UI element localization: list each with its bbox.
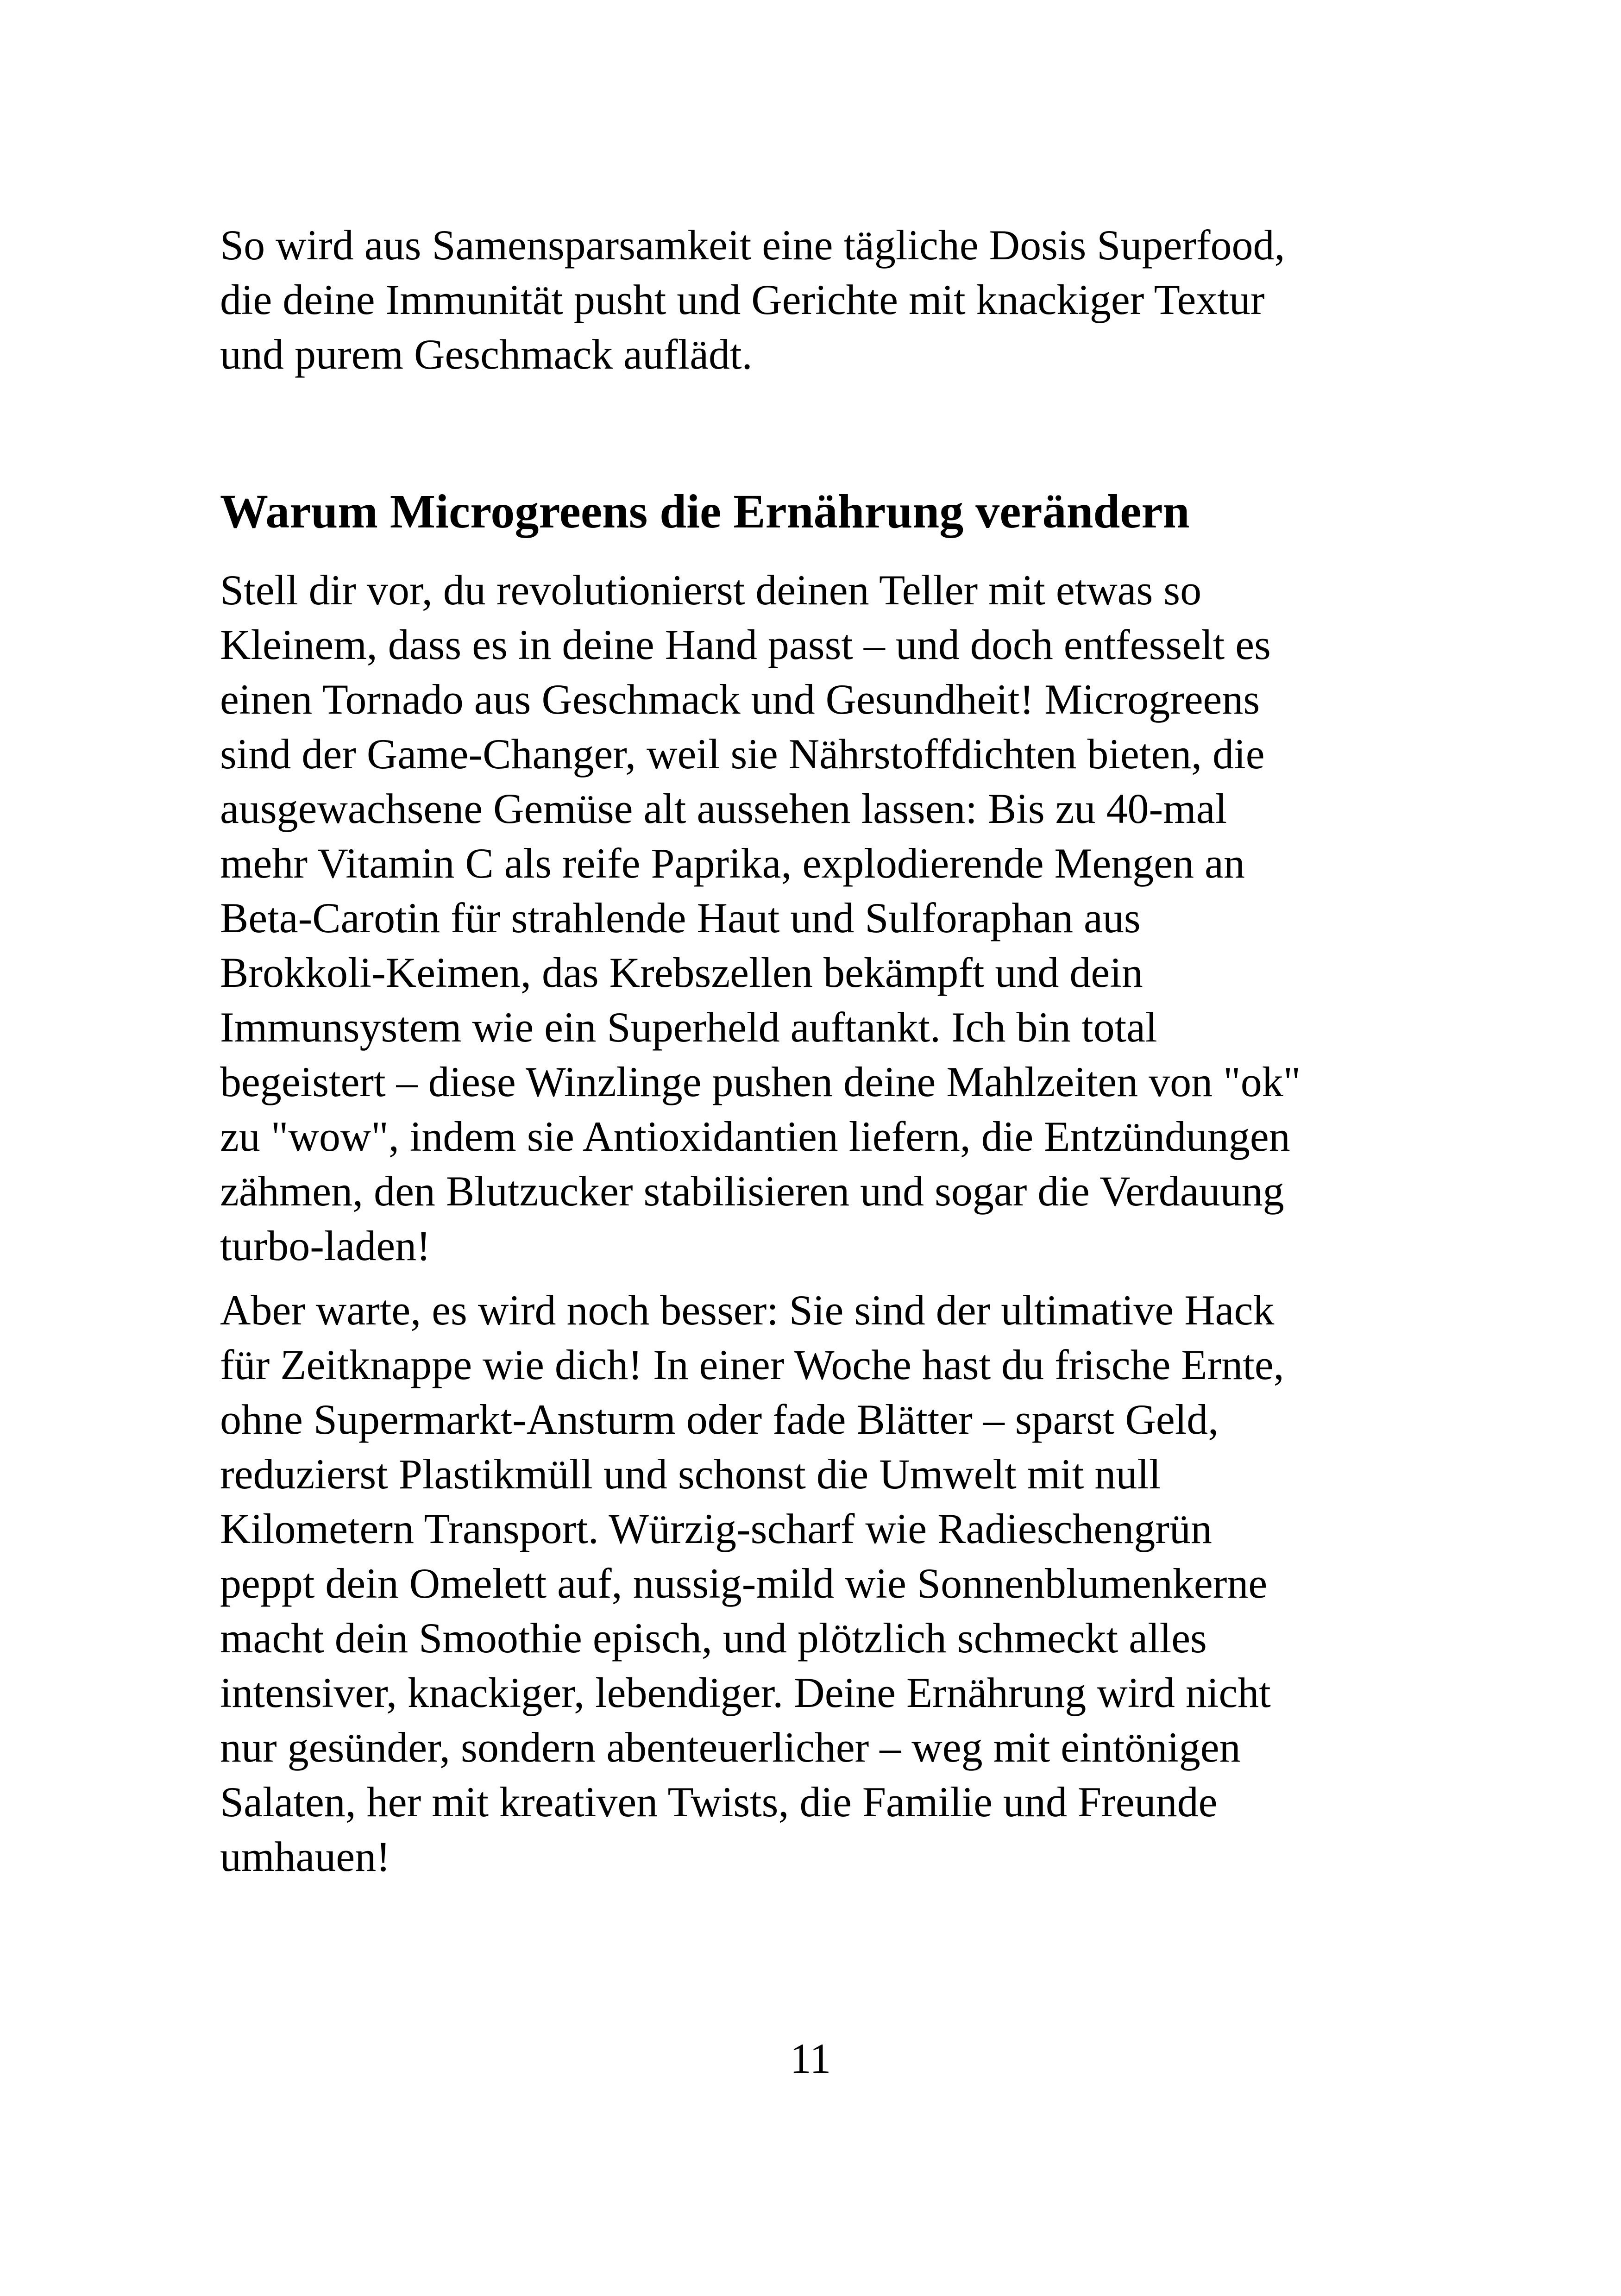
section-heading: Warum Microgreens die Ernährung verändern <box>220 485 1190 538</box>
body-paragraph-1: Stell dir vor, du revolutionierst deinen Teller mit etwas so Kleinem, dass es in deine Hand passt – und doch entfesselt es einen Tornado aus Geschmack und Gesundheit! Microgreens sind der Game-Changer, weil sie Nährstoffdichten bieten, die ausgewachsene Gemüse alt aussehen lassen: Bis zu 40-mal mehr Vitamin C als reife Paprika, explodierende Mengen an Beta-Carotin für strahlende Haut und Sulforaphan aus Brokkoli-Keimen, das Krebszellen bekämpft und dein Immunsystem wie ein Superheld auftankt. Ich bin total begeistert – diese Winzlinge pushen deine Mahlzeiten von "ok" zu "wow", indem sie Antioxidantien liefern, die Entzündungen zähmen, den Blutzucker stabilisieren und sogar die Verdauung turbo-laden! <box>220 566 1301 1269</box>
page-number: 11 <box>790 2035 831 2082</box>
body-paragraph-2: Aber warte, es wird noch besser: Sie sind der ultimative Hack für Zeitknappe wie dich! In einer Woche hast du frische Ernte, ohne Supermarkt-Ansturm oder fade Blätter – sparst Geld, reduzierst Plastikmüll und schonst die Umwelt mit null Kilometern Transport. Würzig-scharf wie Radieschengrün peppt dein Omelett auf, nussig-mild wie Sonnenblumenkerne macht dein Smoothie episch, und plötzlich schmeckt alles intensiver, knackiger, lebendiger. Deine Ernährung wird nicht nur gesünder, sondern abenteuerlicher – weg mit eintönigen Salaten, her mit kreativen Twists, die Familie und Freunde umhauen! <box>220 1286 1284 1880</box>
intro-paragraph: So wird aus Samensparsamkeit eine tägliche Dosis Superfood, die deine Immunität pusht und Gerichte mit knackiger Textur und purem Geschmack auflädt. <box>220 221 1285 378</box>
page-content <box>220 218 1406 1880</box>
